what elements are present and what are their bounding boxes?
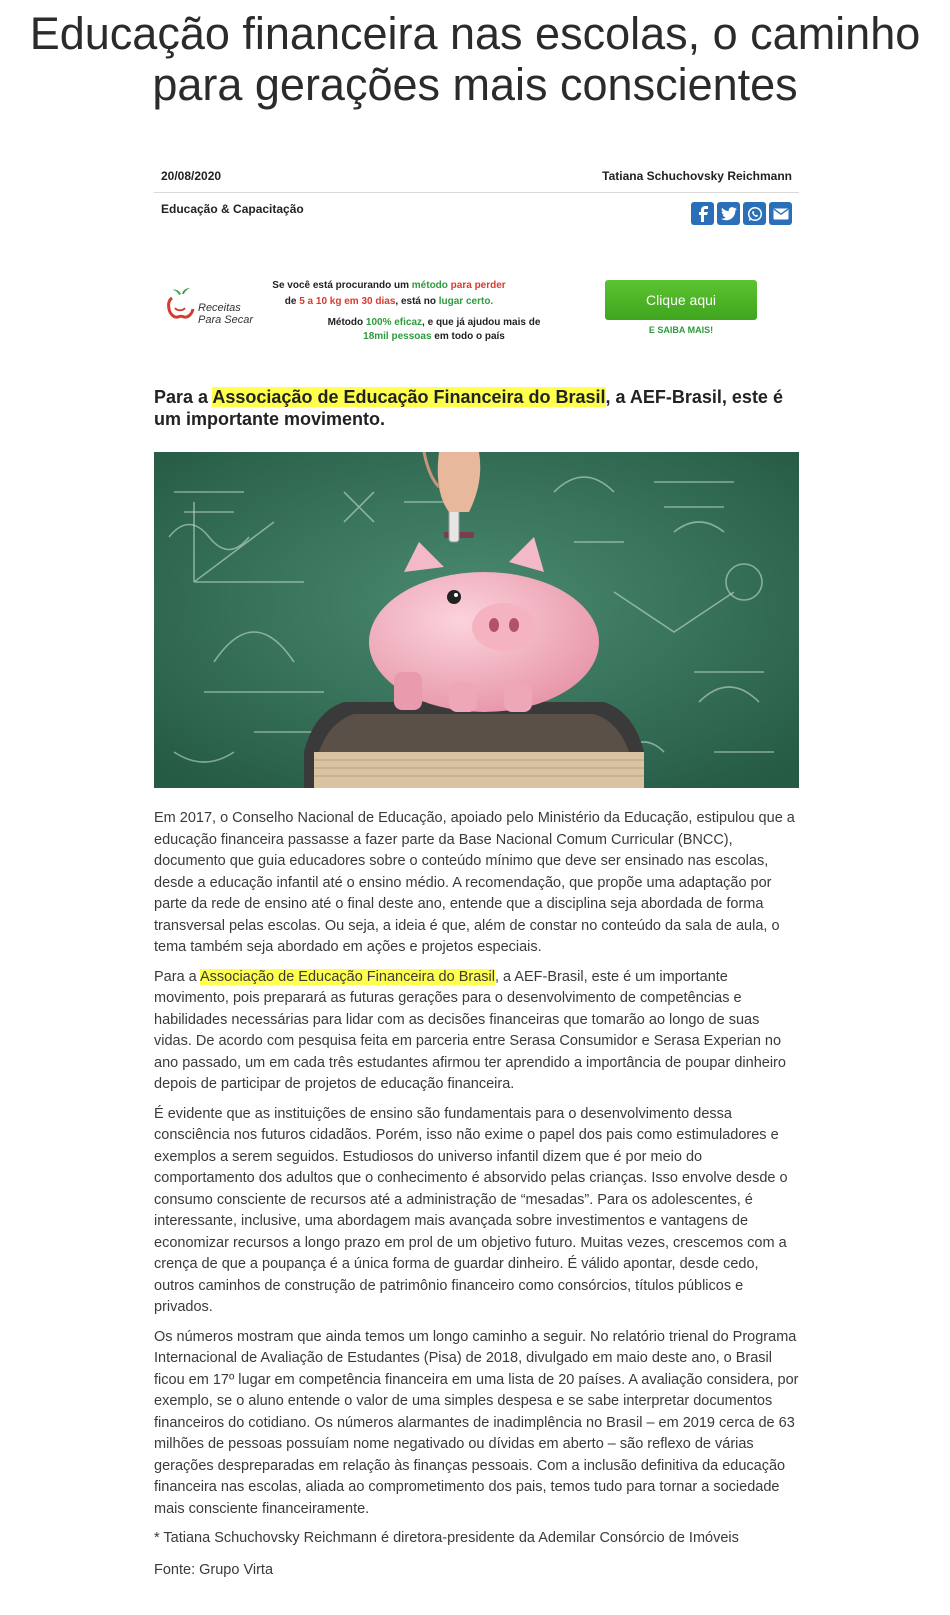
source: Fonte: Grupo Virta [154, 1561, 274, 1578]
article-subtitle: Para a Associação de Educação Financeira do Brasil, a AEF-Brasil, este é um importante movimento. [154, 387, 783, 429]
article-meta [154, 160, 799, 225]
apple-icon [164, 284, 198, 324]
ad-text-line: de 5 a 10 kg em 30 dias, está no lugar certo. [284, 296, 494, 307]
whatsapp-icon[interactable] [743, 202, 766, 225]
twitter-icon[interactable] [717, 202, 740, 225]
ad-text-line: Se você está procurando um método para perder [272, 280, 506, 291]
paragraph: Os números mostram que ainda temos um longo caminho a seguir. No relatório trienal do Programa Internacional de Avaliação de Estudantes (Pisa) de 2018, divulgado em maio deste ano, o Brasil ficou em 17º lugar em competência financeira em uma lista de 20 países. A avaliação considera, por exemplo, se o aluno entende o valor de uma simples despesa e se sabe interpretar documentos financeiros do cotidiano. Os números alarmantes de inadimplência no Brasil – em 2019 cerca de 63 milhões de pessoas possuíam nome negativado ou dívidas em aberto – são reflexo de várias gerações despreparadas em relação às finanças pessoais. Com a inclusão definitiva da educação financeira nas escolas, aliada ao comprometimento dos pais, temos tudo para tornar a sociedade mais consciente financeiramente. [154, 1328, 799, 1517]
paragraph: Em 2017, o Conselho Nacional de Educação, apoiado pelo Ministério da Educação, estipulou que a educação financeira passasse a fazer parte da Base Nacional Comum Curricular (BNCC), documento que guia educadores sobre o conteúdo mínimo que deve ser ensinado nas escolas, desde a educação infantil até o ensino médio. A recomendação, que propõe uma adaptação por parte da rede de ensino até o final deste ano, entende que a disciplina seja abordada de forma transversal pelas escolas. Ou seja, a ideia é que, além de constar no conteúdo da sala de aula, o tema também seja abordado em ações e projetos especiais. [154, 810, 795, 955]
meta-row-category [154, 193, 799, 225]
ad-more-link[interactable]: E SAIBA MAIS! [648, 325, 714, 335]
article-date: 20/08/2020 [161, 169, 222, 183]
share-buttons [691, 202, 792, 225]
article-body [154, 808, 799, 1589]
piggy-bank-illustration [154, 452, 799, 788]
ad-logo-text: Receitas Para Secar [198, 302, 254, 326]
ad-text-line: Método 100% eficaz, e que já ajudou mais de [327, 317, 541, 328]
facebook-icon[interactable] [691, 202, 714, 225]
article-title: Educação financeira nas escolas, o caminho para gerações mais conscientes [29, 8, 921, 110]
ad-logo [164, 284, 264, 328]
paragraph: Para a Associação de Educação Financeira do Brasil, a AEF-Brasil, este é um importante movimento, pois preparará as futuras gerações para o desenvolvimento de competências e habilidades necessárias para lidar com as decisões financeiras que tomarão ao longo de suas vidas. De acordo com pesquisa feita em parceria entre Serasa Consumidor e Serasa Experian no ano passado, um em cada três estudantes afirmou ter aprendido a importância de poupar dinheiro depois de participar de projetos de educação financeira. [154, 968, 786, 1092]
meta-row [154, 160, 799, 193]
ad-cta-button[interactable]: Clique aqui [605, 280, 757, 320]
highlight-link[interactable]: Associação de Educação Financeira do Brasil [199, 968, 495, 985]
author-note: * Tatiana Schuchovsky Reichmann é diretora-presidente da Ademilar Consórcio de Imóveis [154, 1530, 739, 1546]
highlight-link[interactable]: Associação de Educação Financeira do Brasil [212, 387, 606, 407]
paragraph: É evidente que as instituições de ensino são fundamentais para o desenvolvimento dessa consciência nos futuros cidadãos. Porém, isso não exime o papel dos pais como estimuladores e exemplos a serem seguidos. Estudiosos do universo infantil dizem que é por meio do comportamento dos adultos que o conhecimento é absorvido pelas crianças. Isso envolve desde o consumo consciente de recursos até a administração de “mesadas”. Para os adolescentes, é interessante, inclusive, uma abordagem mais avançada sobre investimentos e vantagens de economizar recursos a longo prazo em prol de um objetivo futuro. Muitas vezes, crescemos com a crença de que a poupança é a única forma de guardar dinheiro. É válido apontar, desde cedo, outros caminhos de construção de patrimônio financeiro como consórcios, títulos públicos e privados. [154, 1105, 788, 1315]
article-category[interactable]: Educação & Capacitação [161, 202, 304, 216]
email-icon[interactable] [769, 202, 792, 225]
hero-image [154, 452, 799, 788]
ad-banner[interactable] [154, 270, 799, 350]
ad-text-line: 18mil pessoas em todo o país [363, 331, 505, 342]
article-author: Tatiana Schuchovsky Reichmann [602, 169, 792, 183]
